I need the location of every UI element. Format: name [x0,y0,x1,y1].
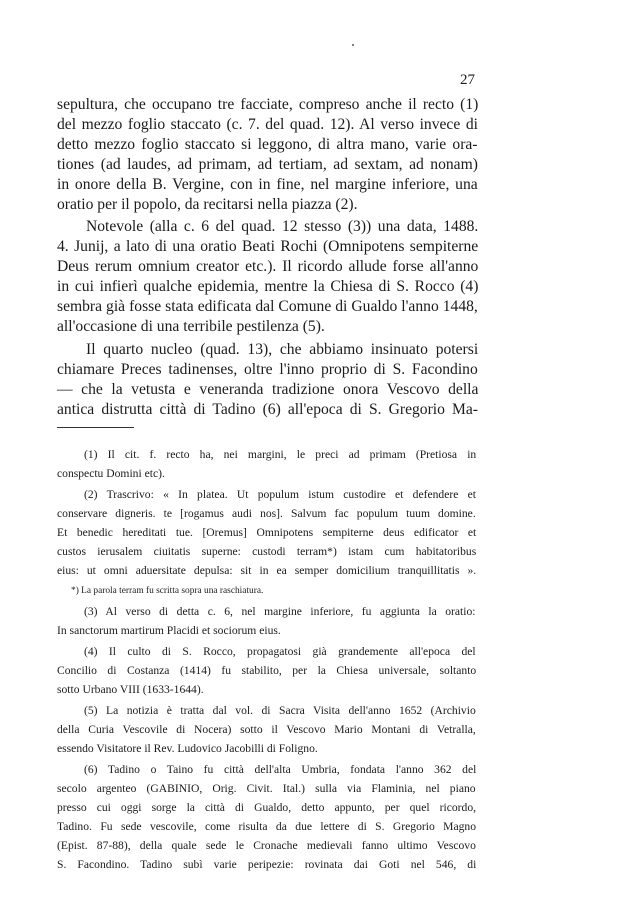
body-line: tiones (ad laudes, ad primam, ad tertiam, ad sextam, ad nonam) [57,155,478,173]
footnote-line: (6) Tadino o Taino fu città dell'alta Umbria, fondata l'anno 362 del [84,763,477,776]
footnote-line: In sanctorum martirum Placidi et sociorum eius. [57,624,281,637]
footnote-line: *) La parola terram fu scritta sopra una raschiatura. [71,586,264,596]
body-line: chiamare Preces tadinenses, oltre l'inno proprio di S. Facondino [57,360,478,378]
body-line: — che la vetusta e veneranda tradizione onora Vescovo della [57,380,479,398]
footnote-line: secolo argenteo (GABINIO, Orig. Civit. Ital.) sulla via Flaminia, nel piano [57,782,476,795]
body-line: in cui infierì qualche epidemia, mentre la Chiesa di S. Rocco (4) [57,278,479,296]
body-line: all'occasione di una terribile pestilenza (5). [57,317,325,335]
paper-speck [352,44,354,46]
footnote-line: Et benedic hereditati tue. [Oremus] Omnipotens sempiterne deus edificator et [57,526,477,539]
body-line: sepultura, che occupano tre facciate, compreso anche il recto (1) [57,96,479,113]
body-line: Deus rerum omnium creator etc.). Il ricordo allude forse all'anno [57,258,479,276]
footnote-line: (1) Il cit. f. recto ha, nei margini, le preci ad primam (Pretiosa in [84,448,477,461]
body-line: detto mezzo foglio staccato si leggono, di altra mano, varie ora- [57,135,478,153]
footnote-line: conservare digneris. te [rogamus audi nos]. Salvum fac populum tuum domine. [57,507,476,520]
footnote-line: (Epist. 87-88), della quale sede le Cronache medievali fanno ultimo Vescovo [57,839,476,852]
footnote-line: (4) Il culto di S. Rocco, propagatosi già grandemente all'epoca del [84,645,476,658]
body-line: Notevole (alla c. 6 del quad. 12 stesso (3)) una data, 1488. [86,218,479,236]
footnote-line: essendo Visitatore il Rev. Ludovico Jacobilli di Foligno. [57,742,318,755]
footnote-line: eius: ut omni aduersitate depulsa: sit in ea semper domicilium tranquillitatis ». [57,564,477,577]
footnote-line: Concilio di Costanza (1414) fu stabilito, per la Chiesa universale, soltanto [57,664,477,677]
footnote-line: della Curia Vescovile di Nocera) sotto il Vescovo Mario Montani di Vetralla, [57,723,476,736]
footnote-line: presso cui oggi sorge la città di Gualdo, detto appunto, per quel ricordo, [57,801,477,814]
footnote-line: Tadino. Fu sede vescovile, come risulta da due lettere di S. Gregorio Magno [57,820,477,833]
footnote-line: sotto Urbano VIII (1633-1644). [57,683,204,696]
footnote-line: (3) Al verso di detta c. 6, nel margine inferiore, fu aggiunta la oratio: [84,605,476,618]
page-number: 27 [460,72,475,88]
footnote-rule [57,427,134,428]
body-line: del mezzo foglio staccato (c. 7. del quad. 12). Al verso invece di [57,115,478,133]
body-line: sembra già fosse stata edificata dal Comune di Gualdo l'anno 1448, [57,298,478,315]
body-line: in onore della B. Vergine, con in fine, nel margine inferiore, una [57,175,478,193]
footnote-line: custos ierusalem ciuitatis superne: custodi terram*) istam cum habitatoribus [57,545,477,558]
footnote-line: S. Facondino. Tadino subì varie peripezie: rovinata dai Goti nel 546, di [57,858,477,871]
body-line: antica distrutta città di Tadino (6) all'epoca di S. Gregorio Ma- [57,400,478,418]
footnote-line: (2) Trascrivo: « In platea. Ut populum istum custodire et defendere et [84,488,476,501]
body-line: Il quarto nucleo (quad. 13), che abbiamo insinuato potersi [86,340,479,358]
footnote-line: (5) La notizia è tratta dal vol. di Sacra Visita dell'anno 1652 (Archivio [84,704,476,717]
footnote-line: conspectu Domini etc). [57,467,165,480]
body-line: oratio per il popolo, da recitarsi nella piazza (2). [57,195,358,213]
body-line: 4. Junij, a lato di una oratio Beati Rochi (Omnipotens sempiterne [57,238,479,256]
